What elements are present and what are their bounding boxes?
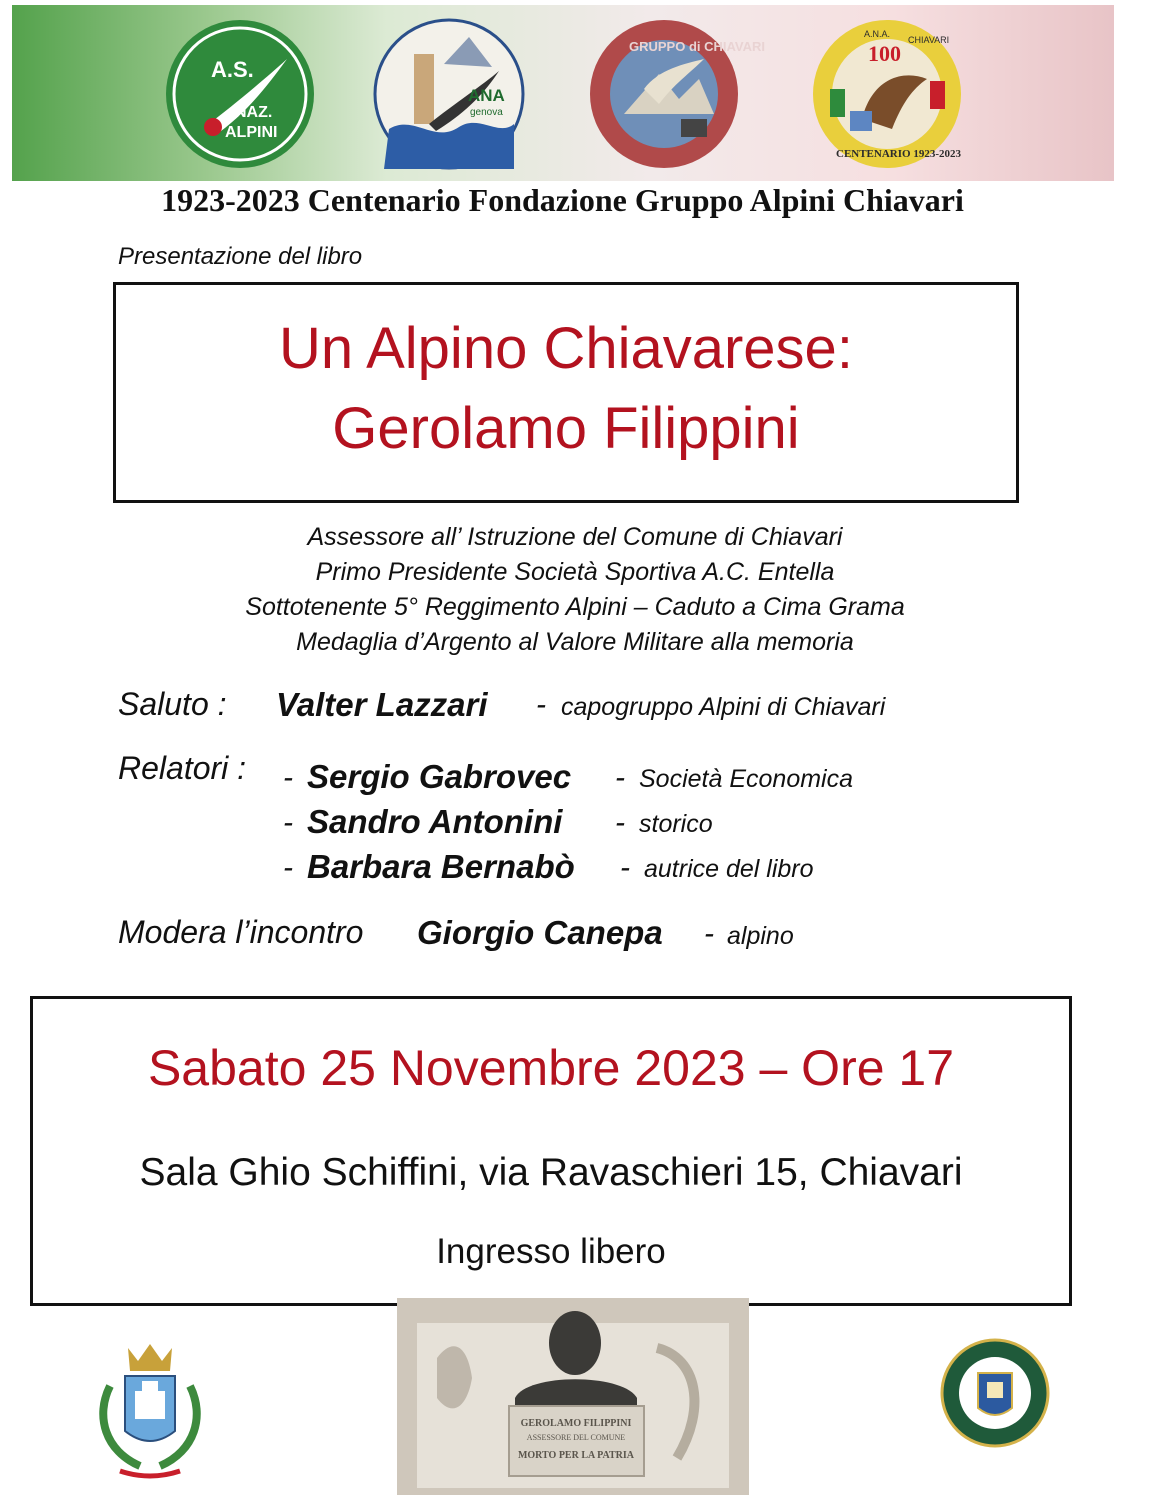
svg-text:genova: genova bbox=[470, 107, 503, 118]
saluto-name: Valter Lazzari bbox=[276, 686, 488, 723]
moderatore-name: Giorgio Canepa bbox=[417, 914, 663, 951]
speaker-name: Sandro Antonini bbox=[307, 803, 563, 840]
presentation-label: Presentazione del libro bbox=[118, 243, 363, 270]
svg-text:ALPINI: ALPINI bbox=[225, 124, 278, 141]
memorial-plaque-photo bbox=[397, 1298, 749, 1495]
speaker-dash: - bbox=[283, 851, 293, 884]
moderatore-label: Modera l’incontro bbox=[118, 914, 364, 950]
roles-list bbox=[0, 520, 1150, 660]
svg-text:100: 100 bbox=[868, 41, 901, 66]
event-venue: Sala Ghio Schiffini, via Ravaschieri 15, Chiavari bbox=[139, 1151, 963, 1194]
societas-oeconomica-seal bbox=[940, 1338, 1050, 1448]
svg-text:CENTENARIO 1923-2023: CENTENARIO 1923-2023 bbox=[836, 148, 961, 160]
role-line: Assessore all’ Istruzione del Comune di Chiavari bbox=[307, 523, 843, 551]
lighthouse-icon bbox=[414, 54, 434, 124]
speaker-dash: - bbox=[615, 761, 625, 794]
saluto-dash: - bbox=[536, 688, 546, 721]
crown-icon bbox=[128, 1344, 172, 1371]
speaker-name: Sergio Gabrovec bbox=[307, 758, 572, 795]
moderatore-role: alpino bbox=[727, 922, 794, 950]
event-entry: Ingresso libero bbox=[436, 1232, 666, 1271]
svg-text:A.S.: A.S. bbox=[211, 57, 254, 82]
castle-icon bbox=[681, 119, 707, 137]
book-title-box bbox=[113, 282, 1019, 503]
bust-icon bbox=[549, 1311, 601, 1375]
svg-text:GEROLAMO FILIPPINI: GEROLAMO FILIPPINI bbox=[520, 1418, 632, 1429]
saluto-role: capogruppo Alpini di Chiavari bbox=[561, 693, 886, 721]
book-title-line-2: Gerolamo Filippini bbox=[332, 396, 800, 461]
book-title-line-1: Un Alpino Chiavarese: bbox=[279, 316, 853, 381]
speaker-dash: - bbox=[620, 851, 630, 884]
crest-icon bbox=[850, 111, 872, 131]
svg-text:ASSESSORE DEL COMUNE: ASSESSORE DEL COMUNE bbox=[526, 1433, 626, 1442]
ass-naz-alpini-logo bbox=[165, 19, 315, 169]
svg-text:MORTO PER LA PATRIA: MORTO PER LA PATRIA bbox=[517, 1450, 635, 1461]
svg-text:NAZ.: NAZ. bbox=[235, 104, 273, 121]
svg-text:GRUPPO di CHIAVARI: GRUPPO di CHIAVARI bbox=[629, 39, 766, 54]
moderatore-dash: - bbox=[704, 917, 714, 950]
ana-genova-logo bbox=[374, 19, 524, 169]
relatori-label: Relatori : bbox=[118, 750, 247, 786]
castle-icon bbox=[987, 1382, 1003, 1398]
speaker-role: storico bbox=[639, 810, 713, 838]
event-box bbox=[30, 996, 1072, 1306]
svg-text:CHIAVARI: CHIAVARI bbox=[908, 35, 950, 45]
gruppo-di-chiavari-logo bbox=[589, 19, 766, 169]
role-line: Primo Presidente Società Sportiva A.C. Entella bbox=[315, 558, 835, 586]
speaker-name: Barbara Bernabò bbox=[307, 848, 575, 885]
chiavari-crest bbox=[80, 1326, 220, 1486]
saluto-label: Saluto : bbox=[118, 686, 227, 722]
logo-banner bbox=[12, 5, 1114, 181]
speaker-role: autrice del libro bbox=[644, 855, 814, 883]
event-date: Sabato 25 Novembre 2023 – Ore 17 bbox=[147, 1040, 955, 1096]
role-line: Medaglia d’Argento al Valore Militare alla memoria bbox=[296, 628, 854, 656]
speaker-role: Società Economica bbox=[639, 765, 854, 793]
speaker-dash: - bbox=[615, 806, 625, 839]
role-line: Sottotenente 5° Reggimento Alpini – Caduto a Cima Grama bbox=[245, 593, 905, 621]
castle-icon bbox=[135, 1391, 165, 1419]
headline: 1923-2023 Centenario Fondazione Gruppo Alpini Chiavari bbox=[161, 182, 964, 218]
speaker-dash: - bbox=[283, 806, 293, 839]
ana-chiavari-centenario-logo bbox=[812, 19, 962, 169]
speaker-dash: - bbox=[283, 761, 293, 794]
svg-text:ANA: ANA bbox=[468, 86, 505, 105]
svg-text:A.N.A.: A.N.A. bbox=[864, 29, 891, 39]
